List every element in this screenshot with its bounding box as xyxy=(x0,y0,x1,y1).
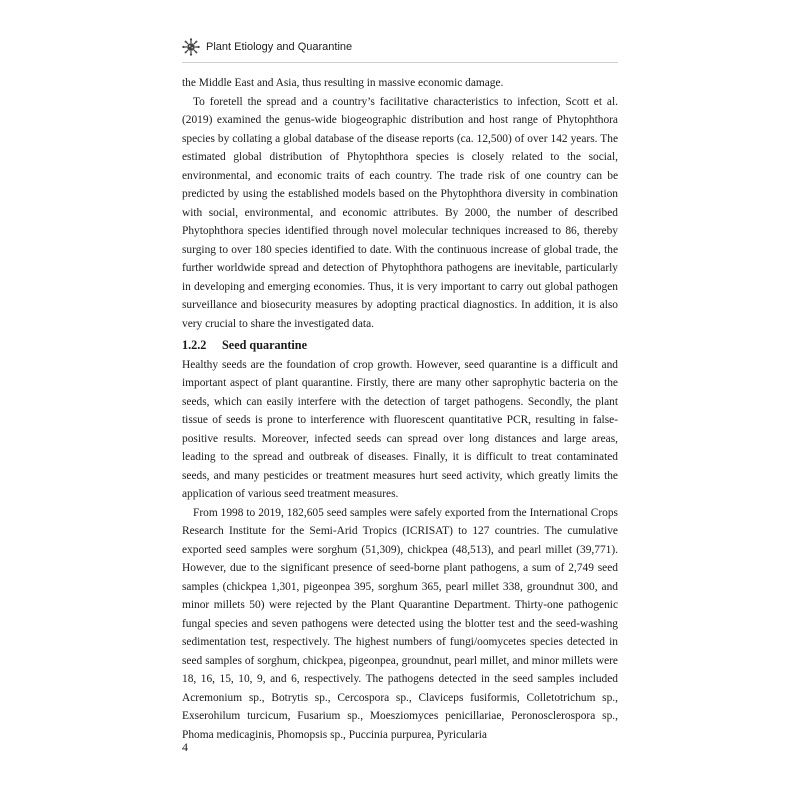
running-head-title: Plant Etiology and Quarantine xyxy=(206,41,353,53)
header-divider xyxy=(182,62,618,63)
running-head xyxy=(182,38,352,56)
paragraph-4: From 1998 to 2019, 182,605 seed samples were safely exported from the International Crops Research Institute for the Semi-Arid Tropics (ICRISAT) to 127 countries. The cumulative exported seed samples were sorghum (51,309), chickpea (48,513), and pearl millet (39,771). However, due to the significant presence of seed-borne plant pathogens, a sum of 2,749 seed samples (chickpea 1,301, pigeonpea 395, sorghum 365, pearl millet 338, groundnut 300, and minor millets 50) were rejected by the Plant Quarantine Department. Thirty-one pathogenic fungal species and seven pathogens were detected using the blotter test and the seed-washing sedimentation test, respectively. The highest numbers of fungi/oomycetes species detected in seed samples of sorghum, chickpea, pigeonpea, groundnut, pearl millet, and minor millets were 18, 16, 15, 10, 9, and 6, respectively. The pathogens detected in the seed samples included Acremonium sp., Botrytis sp., Cercospora sp., Claviceps fusiformis, Colletotrichum sp., Exserohilum turcicum, Fusarium sp., Moesziomyces penicillariae, Peronosclerospora sp., Phoma medicaginis, Phomopsis sp., Puccinia purpurea, Pyricularia xyxy=(182,506,618,741)
body-text xyxy=(182,74,618,744)
virus-icon xyxy=(182,38,200,56)
paragraph-2: To foretell the spread and a country’s facilitative characteristics to infection, Scott et al. (2019) examined the genus-wide biogeographic distribution and host range of Phytophthora species by collating a global database of the disease reports (ca. 12,500) of over 142 years. The estimated global distribution of Phytophthora species is closely related to the social, environmental, and economic traits of each country. The trade risk of one country can be predicted by using the established models based on the Phytophthora diversity in combination with social, environmental, and economic attributes. By 2000, the number of described Phytophthora species identified through novel molecular techniques increased to 86, thereby surging to over 180 species identified to date. With the continuous increase of global trade, the further worldwide spread and detection of Phytophthora pathogens are inevitable, particularly in developing and emerging economies. Thus, it is very important to carry out global pathogen surveillance and biosecurity measures by adopting practical diagnostics. In addition, it is also very crucial to share the investigated data. xyxy=(182,95,618,330)
section-title: Seed quarantine xyxy=(222,338,307,352)
section-heading xyxy=(182,336,618,355)
paragraph-3: Healthy seeds are the foundation of crop growth. However, seed quarantine is a difficult and important aspect of plant quarantine. Firstly, there are many other saprophytic bacteria on the seeds, which can easily interfere with the detection of target pathogens. Secondly, the plant tissue of seeds is prone to interference with fluorescent quantitative PCR, resulting in false-positive results. Moreover, infected seeds can spread over long distances and large areas, leading to the spread and outbreak of diseases. Finally, it is difficult to treat contaminated seeds, and many pesticides or treatment measures hurt seed activity, which greatly limits the application of various seed treatment measures. xyxy=(182,358,618,500)
paragraph-1: the Middle East and Asia, thus resulting in massive economic damage. xyxy=(182,77,504,89)
section-number: 1.2.2 xyxy=(182,338,207,352)
page-number: 4 xyxy=(182,740,188,754)
